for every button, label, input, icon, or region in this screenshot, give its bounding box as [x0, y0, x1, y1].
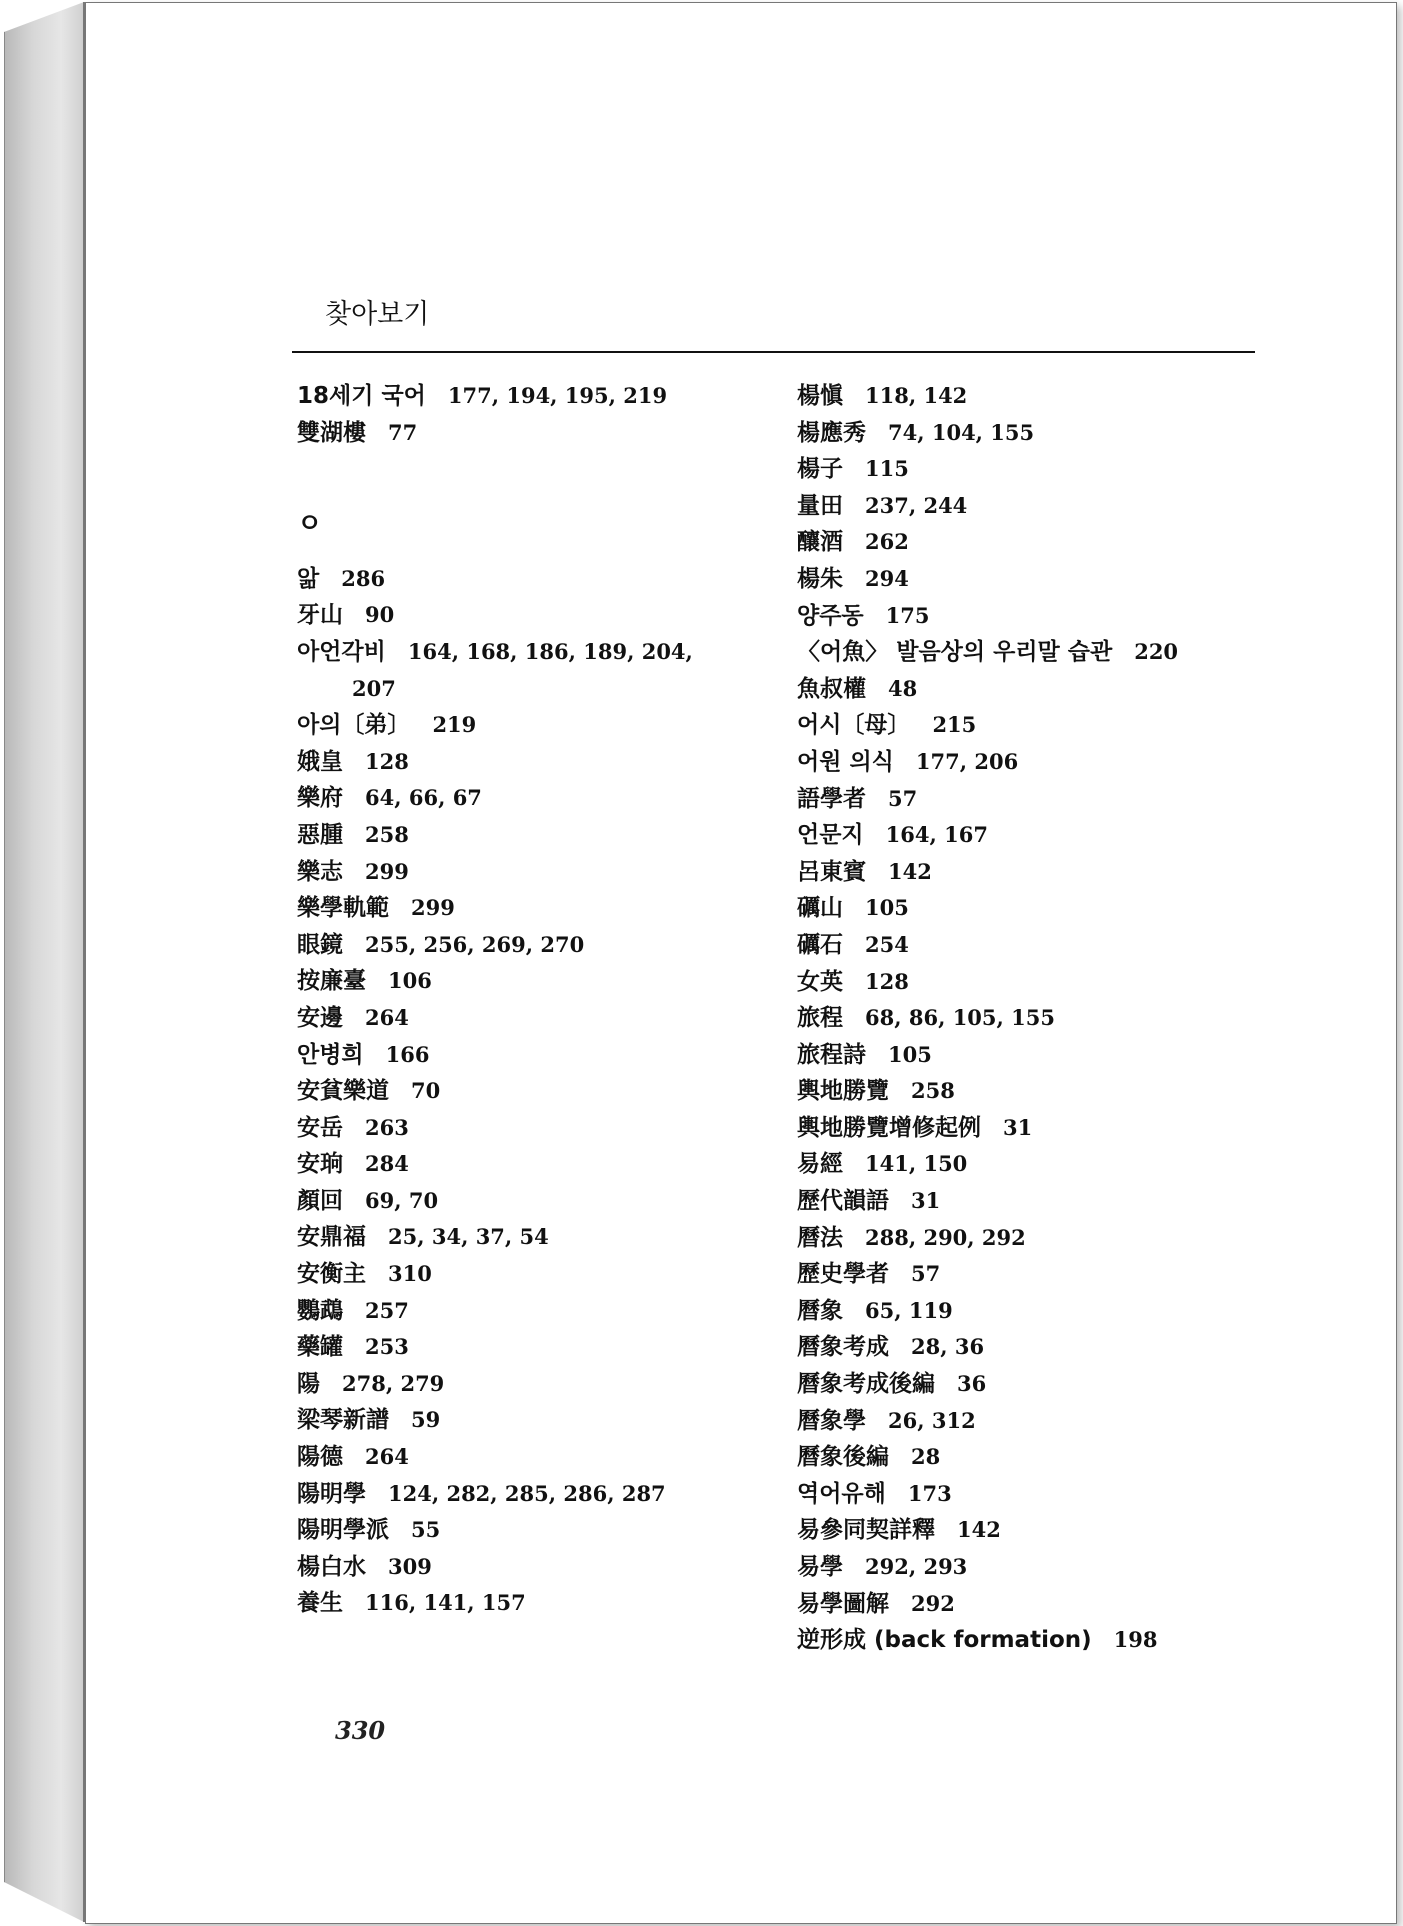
index-pages: 164, 167: [885, 822, 988, 848]
page-number: 330: [335, 1716, 386, 1745]
index-pages: 68, 86, 105, 155: [865, 1005, 1055, 1031]
index-entry: [797, 1256, 1267, 1293]
index-column-left: [297, 378, 767, 1622]
index-entry: [797, 890, 1267, 927]
index-term: 梁琴新譜: [297, 1407, 389, 1434]
index-term: 安鼎福: [297, 1224, 366, 1251]
index-term: 樂志: [297, 858, 343, 885]
index-entry: [297, 561, 767, 598]
index-term: 어원 의식: [797, 748, 894, 775]
index-entry: [297, 1585, 767, 1622]
index-pages: 253: [365, 1334, 409, 1360]
index-term: 역어유해: [797, 1480, 886, 1507]
index-entry: [297, 817, 767, 854]
index-pages: 257: [365, 1297, 409, 1323]
index-term: 양주동: [797, 602, 864, 629]
index-entry: [297, 1146, 767, 1183]
index-pages: 124, 282, 285, 286, 287: [388, 1480, 666, 1506]
section-gap: [297, 451, 767, 488]
index-pages: 164, 168, 186, 189, 204,: [407, 638, 693, 664]
index-pages: 264: [365, 1004, 409, 1030]
index-term: 아의〔弟〕: [297, 712, 411, 739]
index-entry: [297, 415, 767, 452]
index-pages: 55: [411, 1517, 441, 1543]
index-entry: [797, 1146, 1267, 1183]
index-entry: [797, 1476, 1267, 1513]
index-term: 안병희: [297, 1041, 364, 1068]
index-entry: [297, 744, 767, 781]
index-entry: [297, 1402, 767, 1439]
index-pages: 207: [352, 675, 396, 701]
index-entry: [297, 597, 767, 634]
index-entry: [297, 1549, 767, 1586]
index-entry: [297, 927, 767, 964]
index-pages: 173: [907, 1480, 952, 1506]
index-entry: [797, 1110, 1267, 1147]
index-term: 陽明學派: [297, 1517, 389, 1544]
index-pages: 278, 279: [342, 1370, 445, 1396]
index-pages: 286: [341, 565, 386, 591]
index-entry: [797, 817, 1267, 854]
index-entry: [297, 671, 767, 708]
index-term: 女英: [797, 968, 843, 995]
index-entry: [797, 1037, 1267, 1074]
index-pages: 292, 293: [865, 1554, 968, 1579]
index-term: 礪石: [797, 931, 843, 958]
index-pages: 258: [365, 821, 409, 847]
index-term: 曆象考成後編: [797, 1371, 935, 1398]
index-pages: 69, 70: [365, 1187, 439, 1213]
index-pages: 128: [365, 748, 409, 774]
index-term: 鸚鵡: [297, 1297, 343, 1324]
index-term: 輿地勝覽增修起例: [797, 1114, 981, 1141]
index-pages: 142: [957, 1517, 1001, 1543]
index-term: 언문지: [797, 822, 864, 849]
index-term: 呂東賓: [797, 858, 866, 885]
index-term: 逆形成 (back formation): [797, 1627, 1092, 1654]
index-pages: 28: [911, 1444, 941, 1470]
index-term: 惡腫: [297, 821, 343, 848]
index-pages: 90: [365, 602, 395, 628]
index-term: 娥皇: [297, 748, 343, 775]
index-pages: 198: [1113, 1627, 1158, 1653]
index-entry: [797, 561, 1267, 598]
index-entry: [797, 451, 1267, 488]
index-entry: [297, 707, 767, 744]
section-heading: ㅇ: [297, 508, 323, 539]
header-rule: [292, 351, 1255, 353]
index-entry: [797, 415, 1267, 452]
index-pages: 294: [865, 565, 909, 591]
page-header: 찾아보기: [325, 299, 430, 330]
index-pages: 57: [911, 1261, 941, 1287]
index-pages: 309: [388, 1553, 432, 1579]
index-term: 曆法: [797, 1224, 843, 1251]
index-term: 安珦: [297, 1151, 343, 1178]
index-entry: [297, 1037, 767, 1074]
index-term: 歷史學者: [797, 1261, 889, 1288]
index-pages: 177, 194, 195, 219: [447, 383, 668, 408]
index-pages: 215: [932, 712, 977, 738]
index-entry: [297, 1512, 767, 1549]
index-term: 樂府: [297, 785, 343, 812]
index-term: 易學: [797, 1554, 843, 1580]
index-column-right: [797, 378, 1267, 1659]
index-term: 易經: [797, 1151, 843, 1178]
index-entry: [797, 1366, 1267, 1403]
index-term: 量田: [797, 492, 843, 519]
index-pages: 292: [911, 1590, 955, 1616]
index-term: 語學者: [797, 785, 866, 812]
index-pages: 263: [365, 1114, 409, 1140]
index-term: 曆象學: [797, 1407, 866, 1434]
index-term: 楊應秀: [797, 419, 866, 446]
index-term: 旅程: [797, 1005, 843, 1032]
index-term: 安貧樂道: [297, 1078, 389, 1105]
index-entry: [797, 634, 1267, 671]
index-pages: 258: [911, 1078, 955, 1104]
index-entry: [797, 964, 1267, 1001]
index-term: 輿地勝覽: [797, 1078, 889, 1105]
index-term: 楊子: [797, 456, 843, 483]
index-term: 楊愼: [797, 383, 843, 409]
index-entry: [797, 1403, 1267, 1440]
index-term: 旅程詩: [797, 1041, 866, 1068]
index-term: 易學圖解: [797, 1590, 889, 1617]
index-pages: 36: [957, 1371, 987, 1397]
index-pages: 77: [388, 419, 418, 445]
index-pages: 28, 36: [911, 1334, 985, 1360]
index-term: 曆象: [797, 1297, 843, 1324]
index-entry: [297, 1219, 767, 1256]
index-entry: [797, 1000, 1267, 1037]
index-entry: [797, 1439, 1267, 1476]
index-term: 楊朱: [797, 565, 843, 592]
index-entry: [797, 1329, 1267, 1366]
index-entry: [297, 1183, 767, 1220]
index-pages: 31: [911, 1188, 941, 1214]
index-term: 藥罐: [297, 1334, 343, 1361]
index-entry: [797, 1183, 1267, 1220]
index-pages: 105: [888, 1041, 932, 1067]
index-term: 〈어魚〉 발음상의 우리말 습관: [797, 639, 1113, 666]
index-pages: 166: [385, 1041, 430, 1067]
index-pages: 31: [1003, 1114, 1033, 1140]
index-pages: 26, 312: [888, 1407, 976, 1433]
index-term: 앎: [297, 565, 320, 592]
index-term: 어시〔母〕: [797, 712, 911, 739]
index-entry: [797, 671, 1267, 708]
index-entry: [297, 854, 767, 891]
index-term: 陽: [297, 1370, 320, 1397]
index-pages: 57: [888, 785, 918, 811]
index-pages: 25, 34, 37, 54: [388, 1224, 549, 1250]
index-entry: [297, 1000, 767, 1037]
index-term: 安邊: [297, 1004, 343, 1031]
index-entry: [297, 1110, 767, 1147]
index-term: 曆象考成: [797, 1334, 889, 1361]
index-term: 아언각비: [297, 638, 386, 665]
index-pages: 255, 256, 269, 270: [365, 931, 585, 957]
index-entry: [797, 378, 1267, 415]
index-entry: [297, 1329, 767, 1366]
index-entry: [797, 524, 1267, 561]
index-pages: 175: [885, 602, 930, 628]
index-term: 安衡主: [297, 1261, 366, 1288]
index-entry: [797, 707, 1267, 744]
index-entry: [797, 1512, 1267, 1549]
index-term: 楊白水: [297, 1553, 366, 1580]
index-term: 養生: [297, 1590, 343, 1617]
index-entry: [297, 963, 767, 1000]
index-pages: 254: [865, 931, 909, 957]
index-entry: [797, 1293, 1267, 1330]
index-term: 樂學軌範: [297, 895, 389, 922]
index-entry: [297, 1293, 767, 1330]
index-pages: 105: [865, 895, 909, 921]
index-pages: 299: [365, 858, 409, 884]
index-term: 18세기 국어: [297, 383, 426, 409]
index-term: 歷代韻語: [797, 1188, 889, 1215]
index-entry: [297, 634, 767, 671]
index-pages: 115: [865, 456, 909, 482]
index-pages: 299: [411, 895, 455, 921]
index-term: 易參同契詳釋: [797, 1517, 935, 1544]
index-pages: 141, 150: [865, 1151, 968, 1177]
index-pages: 128: [865, 968, 909, 994]
index-term: 眼鏡: [297, 931, 343, 958]
index-pages: 118, 142: [865, 383, 968, 408]
index-entry: [297, 1366, 767, 1403]
index-pages: 237, 244: [865, 492, 968, 518]
index-term: 礪山: [797, 895, 843, 922]
index-pages: 116, 141, 157: [365, 1590, 526, 1616]
index-pages: 59: [411, 1407, 441, 1433]
index-term: 釀酒: [797, 529, 843, 556]
book-spine: [4, 2, 85, 1922]
index-entry: [297, 1476, 767, 1513]
index-entry: [797, 488, 1267, 525]
index-entry: [797, 854, 1267, 891]
index-pages: 220: [1134, 639, 1179, 665]
index-pages: 284: [365, 1151, 409, 1177]
index-pages: 264: [365, 1444, 409, 1470]
index-pages: 65, 119: [865, 1297, 953, 1323]
index-term: 安岳: [297, 1114, 343, 1141]
index-pages: 70: [411, 1078, 441, 1104]
index-pages: 288, 290, 292: [865, 1224, 1026, 1250]
index-entry: [797, 1549, 1267, 1586]
index-pages: 262: [865, 529, 909, 555]
index-entry: [297, 890, 767, 927]
index-term: 曆象後編: [797, 1444, 889, 1471]
index-term: 按廉臺: [297, 968, 366, 995]
index-entry: [797, 744, 1267, 781]
index-entry: [297, 1439, 767, 1476]
index-term: 牙山: [297, 602, 343, 629]
index-entry: [797, 1220, 1267, 1257]
index-pages: 106: [388, 968, 432, 994]
index-pages: 177, 206: [915, 748, 1019, 774]
index-term: 陽明學: [297, 1480, 366, 1507]
index-pages: 219: [432, 712, 477, 738]
index-entry: [797, 781, 1267, 818]
index-pages: 48: [888, 675, 918, 701]
index-term: 雙湖樓: [297, 419, 366, 446]
index-term: 顏回: [297, 1187, 343, 1214]
index-term: 魚叔權: [797, 675, 866, 702]
index-pages: 74, 104, 155: [888, 419, 1035, 445]
index-pages: 310: [388, 1261, 432, 1287]
index-entry: [797, 1622, 1267, 1659]
index-entry: [797, 1586, 1267, 1623]
index-pages: 142: [888, 858, 932, 884]
index-entry: [297, 1073, 767, 1110]
index-entry: [297, 1256, 767, 1293]
index-entry: [297, 780, 767, 817]
index-pages: 64, 66, 67: [365, 785, 482, 811]
index-entry: [797, 1073, 1267, 1110]
index-entry: [797, 598, 1267, 635]
index-entry: [797, 927, 1267, 964]
index-entry: [297, 378, 767, 415]
index-term: 陽德: [297, 1444, 343, 1471]
